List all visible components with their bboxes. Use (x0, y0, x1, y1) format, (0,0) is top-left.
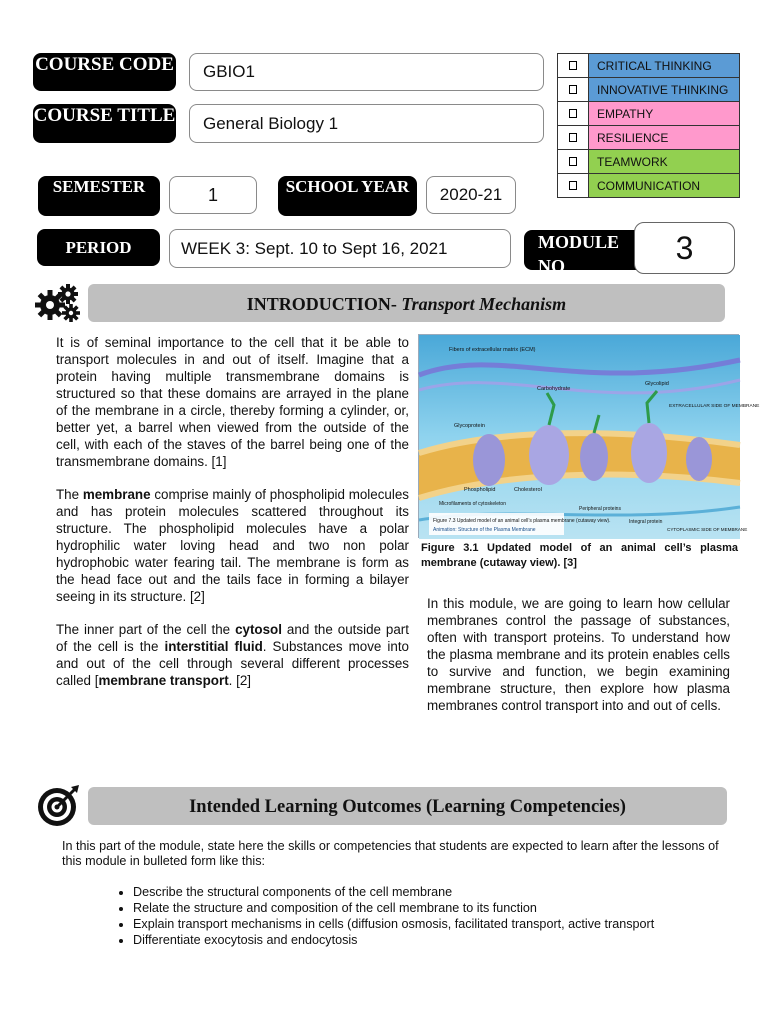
figure-label: EXTRACELLULAR SIDE OF MEMBRANE (669, 404, 760, 409)
figure-label: Microfilaments of cytoskeleton (439, 501, 506, 507)
figure-inset-text: Figure 7.3 Updated model of an animal cell’s plasma membrane (cutaway view). (433, 518, 611, 524)
semester-field (169, 176, 257, 214)
competency-checkbox[interactable] (558, 174, 589, 198)
outcomes-intro: In this part of the module, state here the skills or competencies that students are expected to learn after the lessons of this module in bulleted form like this: (62, 839, 719, 868)
figure-inset-footer: Animation: Structure of the Plasma Membrane (433, 527, 536, 533)
outcome-item: • Differentiate exocytosis and endocytosis (133, 933, 660, 948)
course-title-field (189, 104, 544, 143)
figure-label: Glycolipid (645, 381, 669, 387)
semester-value: 1 (207, 184, 218, 205)
intro-paragraph-3: The inner part of the cell the cytosol and the outside part of the cell is the interstitial fluid. Substances move into and out of the cell through several different processes called [membrane transport. [2] (56, 622, 409, 688)
cell-membrane-figure (418, 334, 760, 538)
competency-checkbox[interactable] (558, 102, 589, 126)
school-year-label: SCHOOL YEAR (278, 176, 417, 216)
competencies-table (557, 53, 740, 198)
competency-checkbox[interactable] (558, 78, 589, 102)
figure-label: Integral protein (629, 519, 663, 525)
competency-checkbox[interactable] (558, 54, 589, 78)
figure-label: Peripheral proteins (579, 506, 621, 512)
intro-paragraph-2: The membrane comprise mainly of phospholipid molecules and has protein molecules scattered throughout its structure. The phospholipid molecules have a polar hydrophilic water loving head and two non polar hydrophobic water fearing tail. The membrane is form as the head face out and the tails face in forming a bilayer seeing in its structure. [2] (56, 487, 409, 604)
competency-row (558, 174, 740, 198)
figure-label: CYTOPLASMIC SIDE OF MEMBRANE (667, 527, 748, 532)
school-year-field (426, 176, 516, 214)
introduction-banner (88, 284, 725, 322)
competency-checkbox[interactable] (558, 126, 589, 150)
figure-label: Carbohydrate (537, 386, 571, 392)
competency-label: CRITICAL THINKING (589, 54, 740, 78)
competency-row (558, 102, 740, 126)
course-code-value: GBIO1 (203, 62, 255, 81)
competency-label: INNOVATIVE THINKING (589, 78, 740, 102)
course-title-label: COURSE TITLE (33, 104, 176, 143)
intro-paragraph-4: In this module, we are going to learn how cellular membranes control the passage of substances, often with transport proteins. To understand how the plasma membrane and its protein enables cells to survive and function, we begin examining membrane structure, then explore how plasma membranes control transport into and out of cells. (427, 596, 730, 713)
outcomes-title: Intended Learning Outcomes (Learning Competencies) (189, 797, 626, 817)
period-value: WEEK 3: Sept. 10 to Sept 16, 2021 (181, 238, 448, 258)
module-number-field (634, 222, 735, 274)
target-icon (35, 783, 81, 829)
period-field (169, 229, 511, 268)
competency-checkbox[interactable] (558, 150, 589, 174)
competency-label: RESILIENCE (589, 126, 740, 150)
introduction-title: INTRODUCTION- (246, 294, 402, 314)
gears-icon (33, 282, 81, 324)
outcomes-list (115, 885, 660, 949)
introduction-subtitle: Transport Mechanism (401, 294, 567, 314)
competency-label: EMPATHY (589, 102, 740, 126)
school-year-value: 2020-21 (439, 185, 503, 204)
figure-label: Phospholipid (464, 487, 496, 493)
semester-label: SEMESTER (38, 176, 160, 216)
course-code-label: COURSE CODE (33, 53, 176, 91)
course-title-value: General Biology 1 (203, 113, 339, 133)
competency-row (558, 78, 740, 102)
introduction-left-column (56, 334, 409, 705)
outcome-item: • Explain transport mechanisms in cells (diffusion osmosis, facilitated transport, active transport (133, 917, 660, 932)
period-label: PERIOD (37, 229, 160, 266)
figure-caption: Figure 3.1 Updated model of an animal cell’s plasma membrane (cutaway view). [3] (421, 542, 738, 569)
outcomes-banner (88, 787, 727, 825)
figure-label: Glycoprotein (454, 423, 485, 429)
figure-label: Cholesterol (514, 487, 542, 493)
competency-row (558, 54, 740, 78)
competency-label: TEAMWORK (589, 150, 740, 174)
module-number-label: MODULE NO (524, 230, 648, 270)
module-number-value: 3 (675, 229, 694, 266)
course-code-field (189, 53, 544, 91)
outcome-item: • Relate the structure and composition of the cell membrane to its function (133, 901, 660, 916)
membrane-illustration (419, 335, 760, 539)
competency-row (558, 126, 740, 150)
competency-label: COMMUNICATION (589, 174, 740, 198)
outcome-item: • Describe the structural components of the cell membrane (133, 885, 660, 900)
intro-paragraph-1: It is of seminal importance to the cell that it be able to transport molecules in and out of itself. Imagine that a protein having multiple transmembrane domains is structured so that these domains are arrayed in the plane of the membrane in a circle, thereby forming a cylinder, or, better yet, a barrel when viewed from the outside of the cell, with each of the staves of the barrel being one of the transmembrane domains. [1] (56, 335, 409, 469)
figure-label: Fibers of extracellular matrix (ECM) (449, 347, 536, 353)
competency-row (558, 150, 740, 174)
